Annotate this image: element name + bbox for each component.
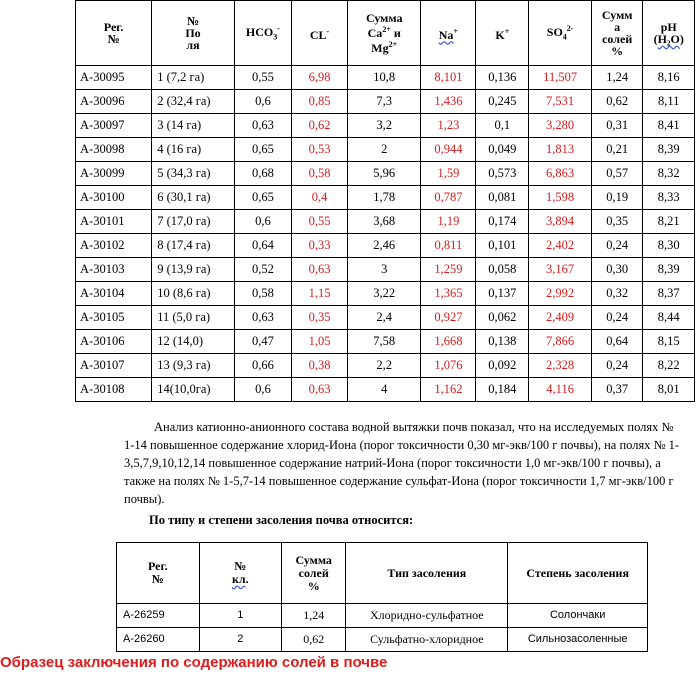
- cell-field: 8 (17,4 га): [152, 234, 235, 258]
- cell-ph: 8,39: [643, 258, 695, 282]
- salinization-heading: По типу и степени засоления почва относится:: [149, 513, 414, 527]
- small-cell-degree: Солончаки: [508, 604, 648, 628]
- cell-so4: 3,280: [529, 114, 592, 138]
- cell-ph: 8,44: [643, 306, 695, 330]
- cell-k: 0,138: [476, 330, 529, 354]
- cell-reg: А-30095: [76, 66, 152, 90]
- cell-k: 0,081: [476, 186, 529, 210]
- cell-ph: 8,37: [643, 282, 695, 306]
- cell-ph: 8,39: [643, 138, 695, 162]
- cell-cl: 0,85: [292, 90, 348, 114]
- cell-cl: 0,62: [292, 114, 348, 138]
- cell-cl: 0,63: [292, 378, 348, 402]
- table-row: [76, 306, 695, 330]
- cell-k: 0,092: [476, 354, 529, 378]
- cell-field: 7 (17,0 га): [152, 210, 235, 234]
- cell-reg: А-30104: [76, 282, 152, 306]
- cell-salts: 0,30: [591, 258, 643, 282]
- cell-ca-mg: 2: [347, 138, 421, 162]
- cell-so4: 4,116: [529, 378, 592, 402]
- cell-hco3: 0,63: [234, 114, 291, 138]
- col-header-na: Na+: [421, 1, 476, 66]
- col-header-salts: Сумм а солей %: [591, 1, 643, 66]
- cell-reg: А-30100: [76, 186, 152, 210]
- small-cell-degree: Сильнозасоленные: [508, 628, 648, 652]
- cell-hco3: 0,64: [234, 234, 291, 258]
- cell-ca-mg: 1,78: [347, 186, 421, 210]
- table-row: [76, 66, 695, 90]
- cell-ca-mg: 3,2: [347, 114, 421, 138]
- table-row: [76, 162, 695, 186]
- cell-k: 0,137: [476, 282, 529, 306]
- cell-ca-mg: 2,4: [347, 306, 421, 330]
- cell-so4: 2,409: [529, 306, 592, 330]
- cell-cl: 0,33: [292, 234, 348, 258]
- cell-so4: 3,894: [529, 210, 592, 234]
- analysis-text: Анализ катионно-анионного состава водной вытяжки почв показал, что на исследуемых полях № 1-14 повышенное содержание хлорид-Иона (порог токсичности 0,30 мг-экв/100 г почвы), на полях № 1-3,5,7,9,10,12,14 повышенное содержание натрий-Иона (порог токсичности 1,0 мг-экв/100 г почвы), а также на полях № 1-5,7-14 повышенное содержание сульфат-Иона (порог токсичности 1,7 мг-экв/100 г почвы).: [124, 420, 680, 506]
- cell-ph: 8,30: [643, 234, 695, 258]
- cell-cl: 0,55: [292, 210, 348, 234]
- cell-reg: А-30107: [76, 354, 152, 378]
- cell-cl: 0,63: [292, 258, 348, 282]
- cell-k: 0,573: [476, 162, 529, 186]
- table-row: [76, 282, 695, 306]
- cell-k: 0,062: [476, 306, 529, 330]
- cell-k: 0,184: [476, 378, 529, 402]
- cell-so4: 11,507: [529, 66, 592, 90]
- cell-cl: 6,98: [292, 66, 348, 90]
- cell-field: 4 (16 га): [152, 138, 235, 162]
- cell-field: 13 (9,3 га): [152, 354, 235, 378]
- cell-k: 0,101: [476, 234, 529, 258]
- cell-hco3: 0,47: [234, 330, 291, 354]
- small-cell-salts: 0,62: [282, 628, 346, 652]
- col-header-so4: $SO_4^{2-}$: [529, 1, 592, 66]
- cell-so4: 7,866: [529, 330, 592, 354]
- cell-so4: 2,992: [529, 282, 592, 306]
- small-table-header-row: [117, 543, 648, 604]
- cell-salts: 0,37: [591, 378, 643, 402]
- table-row: [76, 354, 695, 378]
- cell-ph: 8,21: [643, 210, 695, 234]
- col-header-ph: pH (H₂O): [643, 1, 695, 66]
- cell-reg: А-30099: [76, 162, 152, 186]
- cell-salts: 1,24: [591, 66, 643, 90]
- cell-salts: 0,62: [591, 90, 643, 114]
- cell-reg: А-30106: [76, 330, 152, 354]
- col-header-ca-mg: Сумма $Ca^{2+}$ и $Mg^{2+}$: [347, 1, 421, 66]
- col-header-reg: Рег. №: [76, 1, 152, 66]
- cell-hco3: 0,55: [234, 66, 291, 90]
- cell-ph: 8,22: [643, 354, 695, 378]
- cell-field: 9 (13,9 га): [152, 258, 235, 282]
- cell-salts: 0,57: [591, 162, 643, 186]
- cell-ph: 8,11: [643, 90, 695, 114]
- cell-k: 0,136: [476, 66, 529, 90]
- small-col-header-reg: Рег. №: [117, 543, 200, 604]
- cell-so4: 1,598: [529, 186, 592, 210]
- table-row: [76, 210, 695, 234]
- cell-ph: 8,15: [643, 330, 695, 354]
- cell-salts: 0,31: [591, 114, 643, 138]
- cell-so4: 3,167: [529, 258, 592, 282]
- cell-ca-mg: 4: [347, 378, 421, 402]
- cell-so4: 7,531: [529, 90, 592, 114]
- cell-so4: 6,863: [529, 162, 592, 186]
- cell-cl: 0,38: [292, 354, 348, 378]
- table-row: [76, 330, 695, 354]
- cell-ca-mg: 3: [347, 258, 421, 282]
- cell-so4: 2,402: [529, 234, 592, 258]
- cell-so4: 1,813: [529, 138, 592, 162]
- cell-salts: 0,64: [591, 330, 643, 354]
- cell-field: 6 (30,1 га): [152, 186, 235, 210]
- cell-na: 1,259: [421, 258, 476, 282]
- cell-ph: 8,01: [643, 378, 695, 402]
- analysis-paragraph: [124, 418, 684, 508]
- cell-hco3: 0,66: [234, 354, 291, 378]
- cell-na: 1,59: [421, 162, 476, 186]
- table-header-row: [76, 1, 695, 66]
- cell-salts: 0,24: [591, 354, 643, 378]
- cell-hco3: 0,6: [234, 210, 291, 234]
- cell-k: 0,049: [476, 138, 529, 162]
- cell-hco3: 0,63: [234, 306, 291, 330]
- small-cell-class-no: 2: [199, 628, 282, 652]
- cell-cl: 0,53: [292, 138, 348, 162]
- cell-hco3: 0,58: [234, 282, 291, 306]
- cell-ph: 8,16: [643, 66, 695, 90]
- table-row: [117, 628, 648, 652]
- cell-cl: 1,05: [292, 330, 348, 354]
- cell-na: 1,23: [421, 114, 476, 138]
- cell-na: 1,668: [421, 330, 476, 354]
- cell-k: 0,174: [476, 210, 529, 234]
- cell-field: 5 (34,3 га): [152, 162, 235, 186]
- cell-so4: 2,328: [529, 354, 592, 378]
- cell-salts: 0,24: [591, 306, 643, 330]
- table-row: [76, 138, 695, 162]
- cell-na: 1,436: [421, 90, 476, 114]
- table-row: [76, 114, 695, 138]
- cell-na: 1,19: [421, 210, 476, 234]
- cell-salts: 0,21: [591, 138, 643, 162]
- cell-field: 2 (32,4 га): [152, 90, 235, 114]
- cell-na: 8,101: [421, 66, 476, 90]
- cell-ca-mg: 3,22: [347, 282, 421, 306]
- cell-reg: А-30103: [76, 258, 152, 282]
- cell-k: 0,1: [476, 114, 529, 138]
- table-row: [76, 234, 695, 258]
- cell-ca-mg: 7,3: [347, 90, 421, 114]
- cell-field: 10 (8,6 га): [152, 282, 235, 306]
- small-cell-salts: 1,24: [282, 604, 346, 628]
- cell-k: 0,058: [476, 258, 529, 282]
- table-row: [76, 258, 695, 282]
- cell-na: 0,944: [421, 138, 476, 162]
- cell-reg: А-30097: [76, 114, 152, 138]
- cell-ca-mg: 2,2: [347, 354, 421, 378]
- col-header-cl: CL-: [292, 1, 348, 66]
- small-col-header-type: Тип засоления: [346, 543, 508, 604]
- cell-salts: 0,32: [591, 282, 643, 306]
- cell-ca-mg: 5,96: [347, 162, 421, 186]
- cell-salts: 0,19: [591, 186, 643, 210]
- cell-reg: А-30102: [76, 234, 152, 258]
- caption: Образец заключения по содержанию солей в почве: [0, 654, 388, 671]
- cell-na: 0,787: [421, 186, 476, 210]
- cell-field: 1 (7,2 га): [152, 66, 235, 90]
- cell-ca-mg: 2,46: [347, 234, 421, 258]
- cell-reg: А-30108: [76, 378, 152, 402]
- cell-na: 1,365: [421, 282, 476, 306]
- cell-reg: А-30096: [76, 90, 152, 114]
- cell-hco3: 0,65: [234, 138, 291, 162]
- cell-cl: 0,35: [292, 306, 348, 330]
- cell-na: 0,927: [421, 306, 476, 330]
- small-cell-reg: А-26260: [117, 628, 200, 652]
- table-row: [76, 186, 695, 210]
- small-cell-class-no: 1: [199, 604, 282, 628]
- cell-field: 11 (5,0 га): [152, 306, 235, 330]
- cell-hco3: 0,6: [234, 378, 291, 402]
- cell-ca-mg: 3,68: [347, 210, 421, 234]
- cell-salts: 0,35: [591, 210, 643, 234]
- cell-hco3: 0,68: [234, 162, 291, 186]
- cell-na: 0,811: [421, 234, 476, 258]
- cell-reg: А-30098: [76, 138, 152, 162]
- cell-hco3: 0,6: [234, 90, 291, 114]
- cell-hco3: 0,52: [234, 258, 291, 282]
- cell-field: 12 (14,0): [152, 330, 235, 354]
- cell-ca-mg: 7,58: [347, 330, 421, 354]
- small-col-header-class: № кл.: [199, 543, 282, 604]
- col-header-field: № По ля: [152, 1, 235, 66]
- cell-na: 1,076: [421, 354, 476, 378]
- cell-cl: 1,15: [292, 282, 348, 306]
- cell-ca-mg: 10,8: [347, 66, 421, 90]
- col-header-hco3: $HCO_3^-$: [234, 1, 291, 66]
- small-cell-type: Хлоридно-сульфатное: [346, 604, 508, 628]
- cell-field: 14(10,0га): [152, 378, 235, 402]
- soil-analysis-table: [75, 0, 695, 402]
- cell-cl: 0,4: [292, 186, 348, 210]
- small-col-header-salts: Сумма солей %: [282, 543, 346, 604]
- small-col-header-degree: Степень засоления: [508, 543, 648, 604]
- cell-cl: 0,58: [292, 162, 348, 186]
- cell-ph: 8,41: [643, 114, 695, 138]
- small-cell-type: Сульфатно-хлоридное: [346, 628, 508, 652]
- cell-reg: А-30105: [76, 306, 152, 330]
- table-row: [76, 378, 695, 402]
- col-header-k: K+: [476, 1, 529, 66]
- cell-ph: 8,32: [643, 162, 695, 186]
- table-row: [76, 90, 695, 114]
- cell-field: 3 (14 га): [152, 114, 235, 138]
- cell-salts: 0,24: [591, 234, 643, 258]
- salinization-table: [116, 542, 648, 652]
- table-row: [117, 604, 648, 628]
- cell-ph: 8,33: [643, 186, 695, 210]
- small-cell-reg: А-26259: [117, 604, 200, 628]
- cell-reg: А-30101: [76, 210, 152, 234]
- cell-k: 0,245: [476, 90, 529, 114]
- cell-hco3: 0,65: [234, 186, 291, 210]
- cell-na: 1,162: [421, 378, 476, 402]
